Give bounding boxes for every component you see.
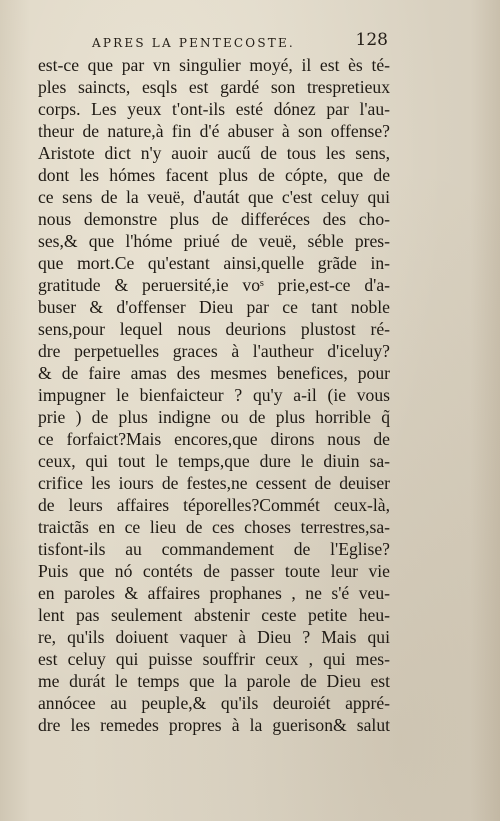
- text-line: dont les hómes facent plus de cópte, que de: [38, 165, 390, 185]
- text-line: theur de nature,à fin d'é abuser à son offense?: [38, 121, 390, 141]
- text-line: buser & d'offenser Dieu par ce tant noble: [38, 297, 390, 317]
- text-line: nous demonstre plus de differéces des cho-: [38, 209, 390, 229]
- text-line: de leurs affaires téporelles?Commét ceux-là,: [38, 495, 390, 515]
- text-line: dre les remedes propres à la guerison& salut: [38, 715, 390, 735]
- text-line: corps. Les yeux t'ont-ils esté dónez par l'au-: [38, 99, 390, 119]
- text-line: traictãs en ce lieu de ces choses terrestres,sa-: [38, 517, 390, 537]
- text-line: gratitude & peruersité,ie voˢ prie,est-ce d'a-: [38, 275, 390, 295]
- running-head-title: APRES LA PENTECOSTE.: [92, 36, 295, 50]
- text-line: re, qu'ils doiuent vaquer à Dieu ? Mais qui: [38, 627, 390, 647]
- text-line: me durát le temps que la parole de Dieu est: [38, 671, 390, 691]
- text-line: est-ce que par vn singulier moyé, il est ès té-: [38, 55, 390, 75]
- text-line: ses,& que l'hóme priué de veuë, séble pres-: [38, 231, 390, 251]
- text-line: tisfont-ils au commandement de l'Eglise?: [38, 539, 390, 559]
- text-line: ples saincts, esqls est gardé son trespretieux: [38, 77, 390, 97]
- text-line: ce sens de la veuë, d'autát que c'est celuy qui: [38, 187, 390, 207]
- text-line: impugner le bienfaicteur ? qu'y a-il (ie vous: [38, 385, 390, 405]
- text-line: & de faire amas des mesmes benefices, pour: [38, 363, 390, 383]
- running-head: [38, 30, 390, 52]
- text-line: Aristote dict n'y auoir aucű de tous les sens,: [38, 143, 390, 163]
- text-line: en paroles & affaires prophanes , ne s'é veu-: [38, 583, 390, 603]
- page-number: 128: [355, 30, 388, 50]
- body-text: [38, 54, 390, 736]
- text-line: lent pas seulement abstenir ceste petite heu-: [38, 605, 390, 625]
- text-line: que mort.Ce qu'estant ainsi,quelle grãde in-: [38, 253, 390, 273]
- text-line: est celuy qui puisse souffrir ceux , qui mes-: [38, 649, 390, 669]
- text-block: [38, 30, 390, 736]
- text-line: dre perpetuelles graces à l'autheur d'iceluy?: [38, 341, 390, 361]
- text-line: ceux, qui tout le temps,que dure le diuin sa-: [38, 451, 390, 471]
- text-line: Puis que nó contéts de passer toute leur vie: [38, 561, 390, 581]
- text-line: prie ) de plus indigne ou de plus horrible q̃: [38, 407, 390, 427]
- text-line: sens,pour lequel nous deurions plustost ré-: [38, 319, 390, 339]
- text-line: ce forfaict?Mais encores,que dirons nous de: [38, 429, 390, 449]
- text-line: crifice les iours de festes,ne cessent de deuiser: [38, 473, 390, 493]
- text-line: annócee au peuple,& qu'ils deuroiét appré-: [38, 693, 390, 713]
